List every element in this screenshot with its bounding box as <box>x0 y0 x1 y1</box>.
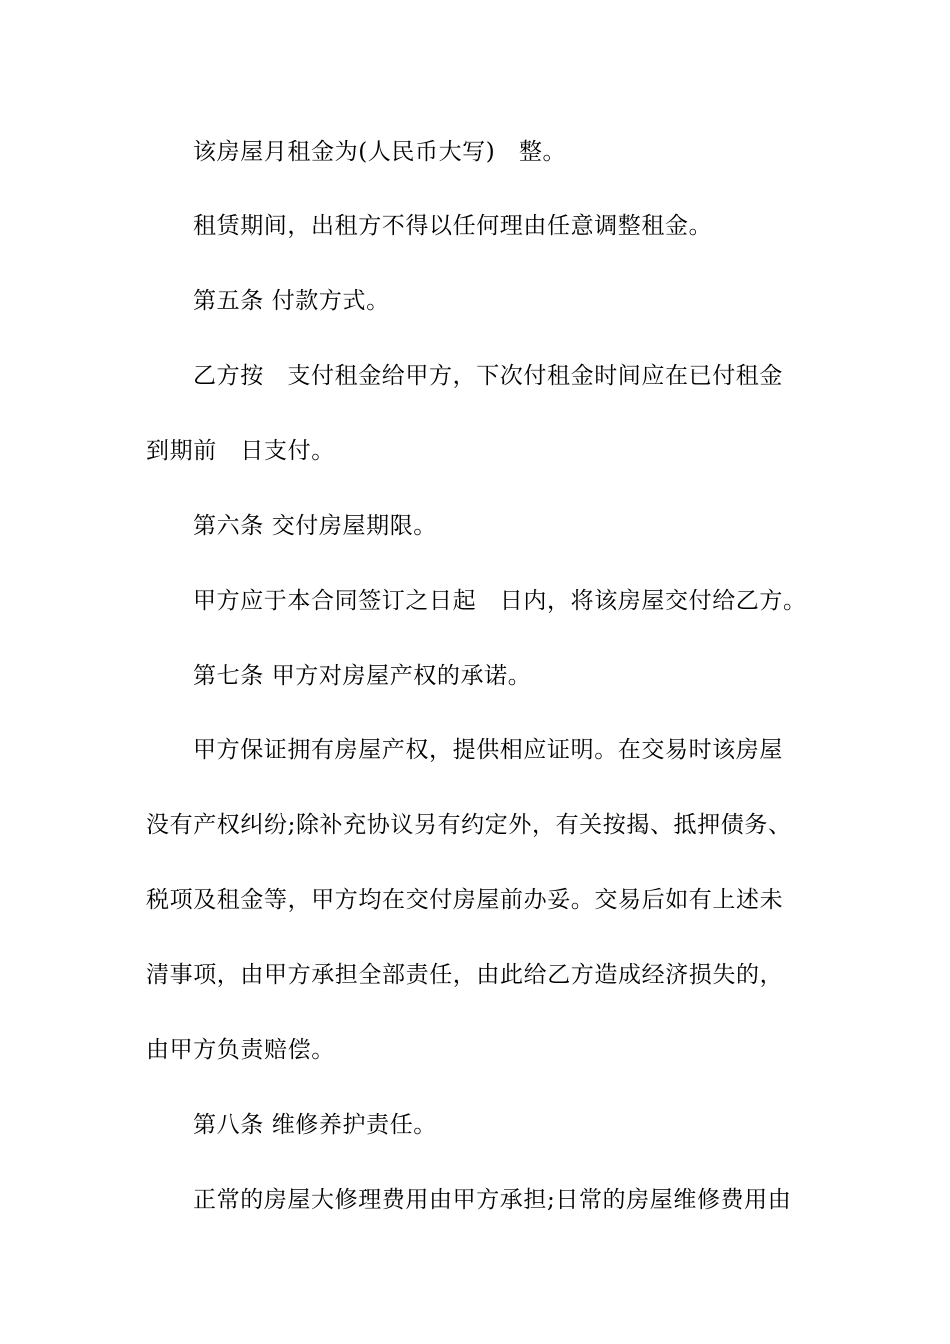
article-5-heading: 第五条 付款方式。 <box>193 288 390 314</box>
article-8-heading: 第八条 维修养护责任。 <box>193 1112 437 1138</box>
property-line-5: 由甲方负责赔偿。 <box>146 1037 335 1063</box>
property-line-2: 没有产权纠纷;除补充协议另有约定外，有关按揭、抵押债务、 <box>146 812 792 838</box>
rent-amount-line: 该房屋月租金为(人民币大写) 整。 <box>193 139 567 165</box>
maintenance-line-1: 正常的房屋大修理费用由甲方承担;日常的房屋维修费用由 <box>193 1187 792 1213</box>
article-7-heading: 第七条 甲方对房屋产权的承诺。 <box>193 663 532 689</box>
property-line-4: 清事项，由甲方承担全部责任，由此给乙方造成经济损失的， <box>146 962 784 988</box>
property-line-1: 甲方保证拥有房屋产权，提供相应证明。在交易时该房屋 <box>193 737 783 763</box>
delivery-line: 甲方应于本合同签订之日起 日内，将该房屋交付给乙方。 <box>193 588 807 614</box>
property-line-3: 税项及租金等，甲方均在交付房屋前办妥。交易后如有上述未 <box>146 887 784 913</box>
payment-line-1: 乙方按 支付租金给甲方，下次付租金时间应在已付租金 <box>193 363 783 389</box>
payment-line-2: 到期前 日支付。 <box>146 438 335 464</box>
rent-adjust-line: 租赁期间，出租方不得以任何理由任意调整租金。 <box>193 213 713 239</box>
article-6-heading: 第六条 交付房屋期限。 <box>193 513 437 539</box>
